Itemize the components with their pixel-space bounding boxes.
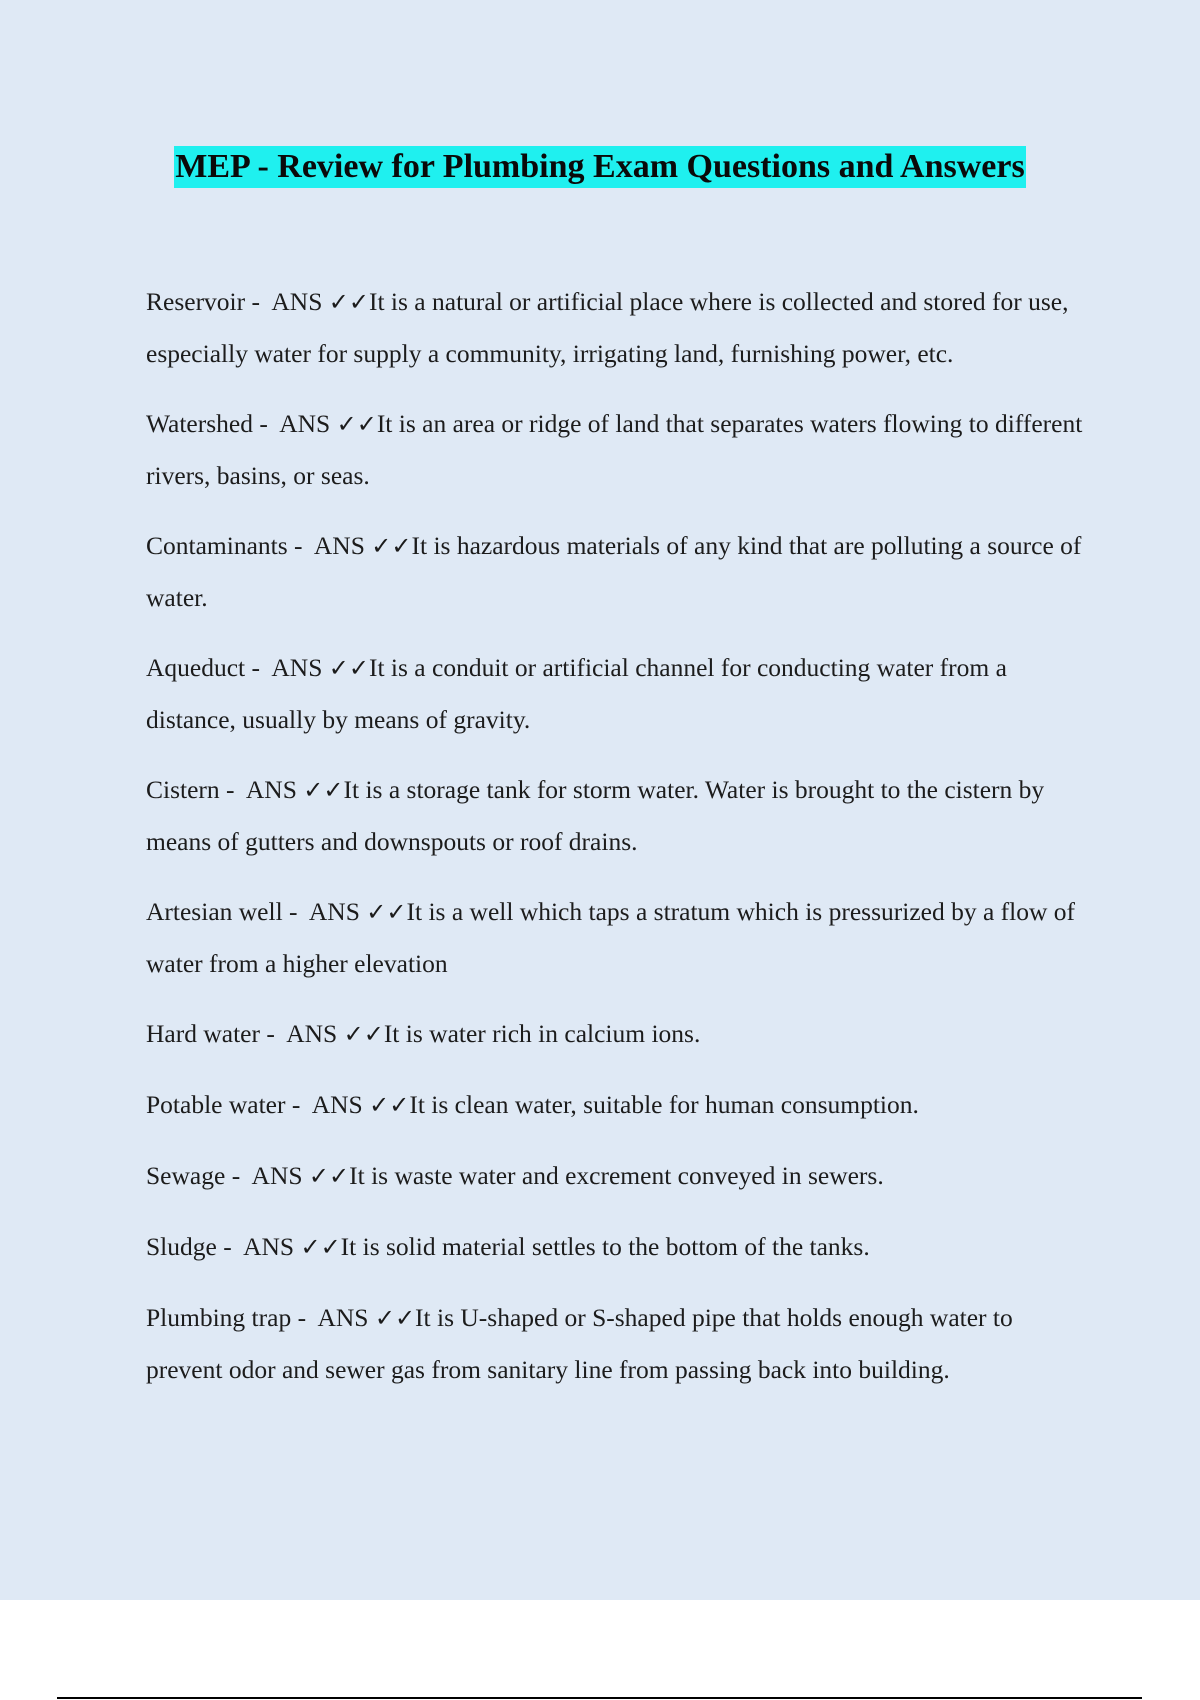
entry-definition: It is waste water and excrement conveyed in sewers. [349,1161,884,1190]
entry-definition: It is clean water, suitable for human consumption. [409,1090,919,1119]
entry-term: Hard water [146,1019,260,1048]
answer-marker: ANS [245,775,297,804]
entry-definition: It is a natural or artificial place where is collected and stored for use, especially water for supply a community, irrigating land, furnishing power, etc. [146,287,1069,368]
answer-marker: ANS [271,653,323,682]
title-container [0,146,1200,188]
entry-definition: It is an area or ridge of land that separates waters flowing to different rivers, basins, or seas. [146,409,1083,490]
entry-separator: - [259,1019,282,1048]
entry-separator: - [245,653,267,682]
entry-definition: It is a conduit or artificial channel for conducting water from a distance, usually by means of gravity. [146,653,1007,734]
qa-entry [146,764,1091,867]
entry-term: Artesian well [146,897,283,926]
qa-list [146,276,1091,1414]
document-title: MEP - Review for Plumbing Exam Questions and Answers [174,146,1025,188]
double-check-icon: ✓✓ [366,898,407,926]
entry-separator: - [285,1090,307,1119]
answer-marker: ANS [243,1232,295,1261]
double-check-icon: ✓✓ [343,1020,384,1048]
entry-term: Potable water [146,1090,286,1119]
entry-term: Watershed [146,409,253,438]
entry-separator: - [252,409,275,438]
entry-separator: - [291,1303,313,1332]
qa-entry [146,1079,1091,1131]
qa-entry [146,1221,1091,1273]
entry-separator: - [287,531,309,560]
qa-entry [146,642,1091,745]
double-check-icon: ✓✓ [371,532,412,560]
answer-marker: ANS [308,897,360,926]
answer-marker: ANS [311,1090,363,1119]
footer-rule [57,1697,1142,1699]
answer-marker: ANS [251,1161,303,1190]
double-check-icon: ✓✓ [328,654,369,682]
answer-marker: ANS [279,409,331,438]
entry-term: Sludge [146,1232,217,1261]
entry-separator: - [245,287,267,316]
entry-separator: - [282,897,304,926]
entry-term: Aqueduct [146,653,246,682]
answer-marker: ANS [286,1019,338,1048]
entry-term: Cistern [146,775,220,804]
entry-separator: - [225,1161,247,1190]
qa-entry [146,520,1091,623]
qa-entry [146,1008,1091,1060]
entry-definition: It is water rich in calcium ions. [383,1019,701,1048]
entry-separator: - [216,1232,239,1261]
double-check-icon: ✓✓ [369,1091,410,1119]
qa-entry [146,886,1091,989]
double-check-icon: ✓✓ [374,1304,416,1332]
entry-definition: It is solid material settles to the bottom of the tanks. [340,1232,870,1261]
entry-term: Sewage [146,1161,226,1190]
double-check-icon: ✓✓ [328,288,369,316]
qa-entry [146,1292,1091,1395]
entry-term: Plumbing trap [146,1303,292,1332]
qa-entry [146,276,1091,379]
double-check-icon: ✓✓ [308,1162,350,1190]
answer-marker: ANS [317,1303,369,1332]
entry-definition: It is a storage tank for storm water. Water is brought to the cistern by means of gutters and downspouts or roof drains. [146,775,1045,856]
entry-term: Reservoir [146,287,246,316]
entry-definition: It is hazardous materials of any kind that are polluting a source of water. [146,531,1082,612]
entry-term: Contaminants [146,531,288,560]
entry-separator: - [219,775,241,804]
double-check-icon: ✓✓ [303,776,344,804]
qa-entry [146,398,1091,501]
double-check-icon: ✓✓ [300,1233,341,1261]
answer-marker: ANS [313,531,365,560]
qa-entry [146,1150,1091,1202]
answer-marker: ANS [271,287,323,316]
double-check-icon: ✓✓ [336,410,377,438]
entry-definition: It is U-shaped or S-shaped pipe that holds enough water to prevent odor and sewer gas from sanitary line from passing back into building. [146,1303,1013,1384]
entry-definition: It is a well which taps a stratum which is pressurized by a flow of water from a higher elevation [146,897,1076,978]
